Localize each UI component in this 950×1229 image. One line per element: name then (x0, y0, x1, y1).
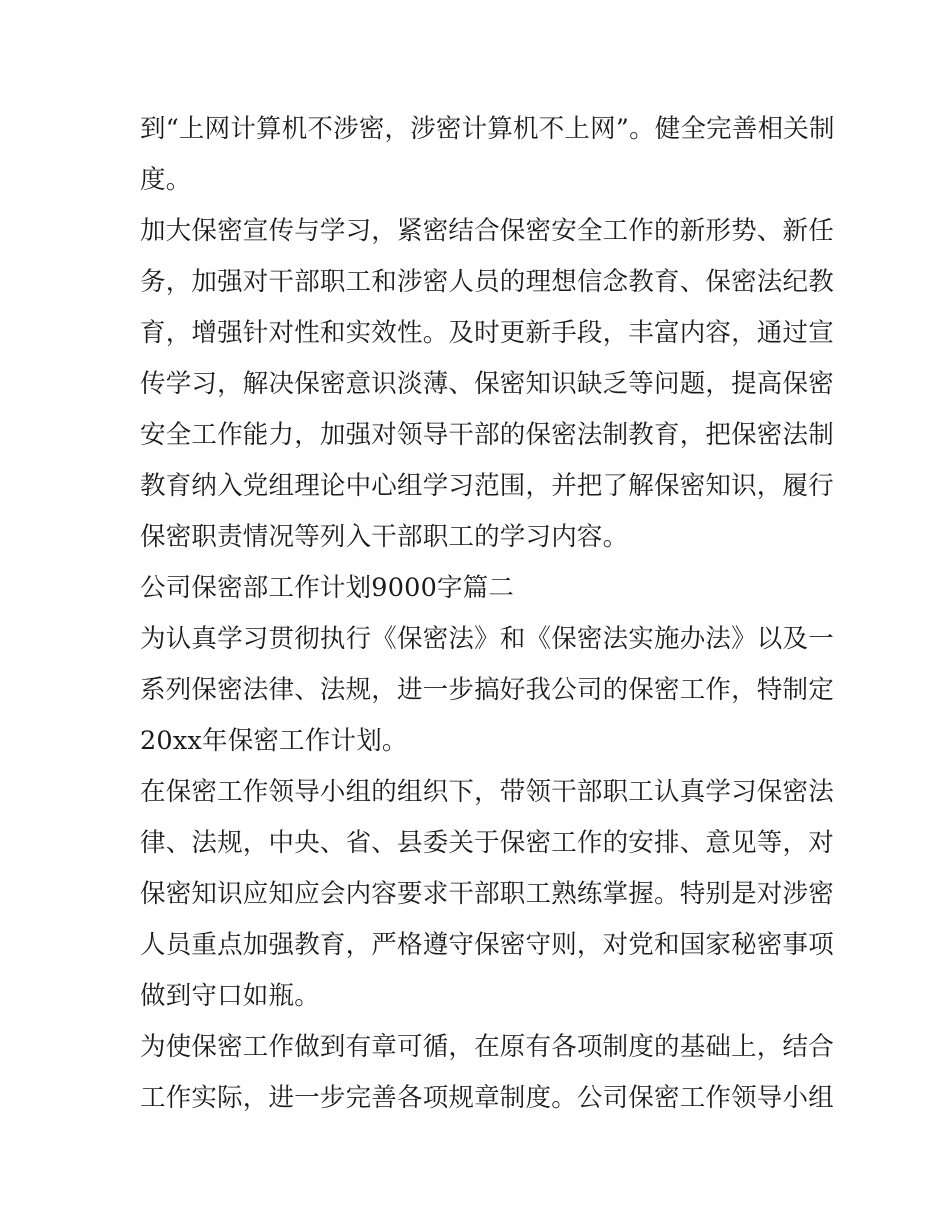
document-page (140, 104, 835, 1124)
text-line: 为认真学习贯彻执行《保密法》和《保密法实施办法》以及一 (140, 624, 834, 654)
text-line: 到“上网计算机不涉密，涉密计算机不上网”。健全完善相关制 (140, 114, 835, 144)
text-line: 保密职责情况等列入干部职工的学习内容。 (140, 522, 629, 552)
text-line: 系列保密法律、法规，进一步搞好我公司的保密工作，特制定 (140, 675, 834, 705)
text-line: 度。 (140, 165, 192, 195)
text-line: 20xx年保密工作计划。 (140, 726, 408, 756)
text-line: 教育纳入党组理论中心组学习范围，并把了解保密知识，履行 (140, 471, 834, 501)
section-heading: 公司保密部工作计划9000字篇二 (140, 573, 515, 603)
text-line: 工作实际，进一步完善各项规章制度。公司保密工作领导小组 (140, 1083, 834, 1113)
text-line: 律、法规，中央、省、县委关于保密工作的安排、意见等，对 (140, 828, 834, 858)
text-line: 保密知识应知应会内容要求干部职工熟练掌握。特别是对涉密 (140, 879, 834, 909)
text-line: 加大保密宣传与学习，紧密结合保密安全工作的新形势、新任 (140, 216, 834, 246)
text-line: 在保密工作领导小组的组织下，带领干部职工认真学习保密法 (140, 777, 834, 807)
text-line: 做到守口如瓶。 (140, 981, 320, 1011)
text-line: 育，增强针对性和实效性。及时更新手段，丰富内容，通过宣 (140, 318, 834, 348)
text-line: 人员重点加强教育，严格遵守保密守则，对党和国家秘密事项 (140, 930, 834, 960)
text-line: 为使保密工作做到有章可循，在原有各项制度的基础上，结合 (140, 1032, 834, 1062)
text-line: 传学习，解决保密意识淡薄、保密知识缺乏等问题，提高保密 (140, 369, 834, 399)
text-line: 安全工作能力，加强对领导干部的保密法制教育，把保密法制 (140, 420, 834, 450)
text-line: 务，加强对干部职工和涉密人员的理想信念教育、保密法纪教 (140, 267, 834, 297)
